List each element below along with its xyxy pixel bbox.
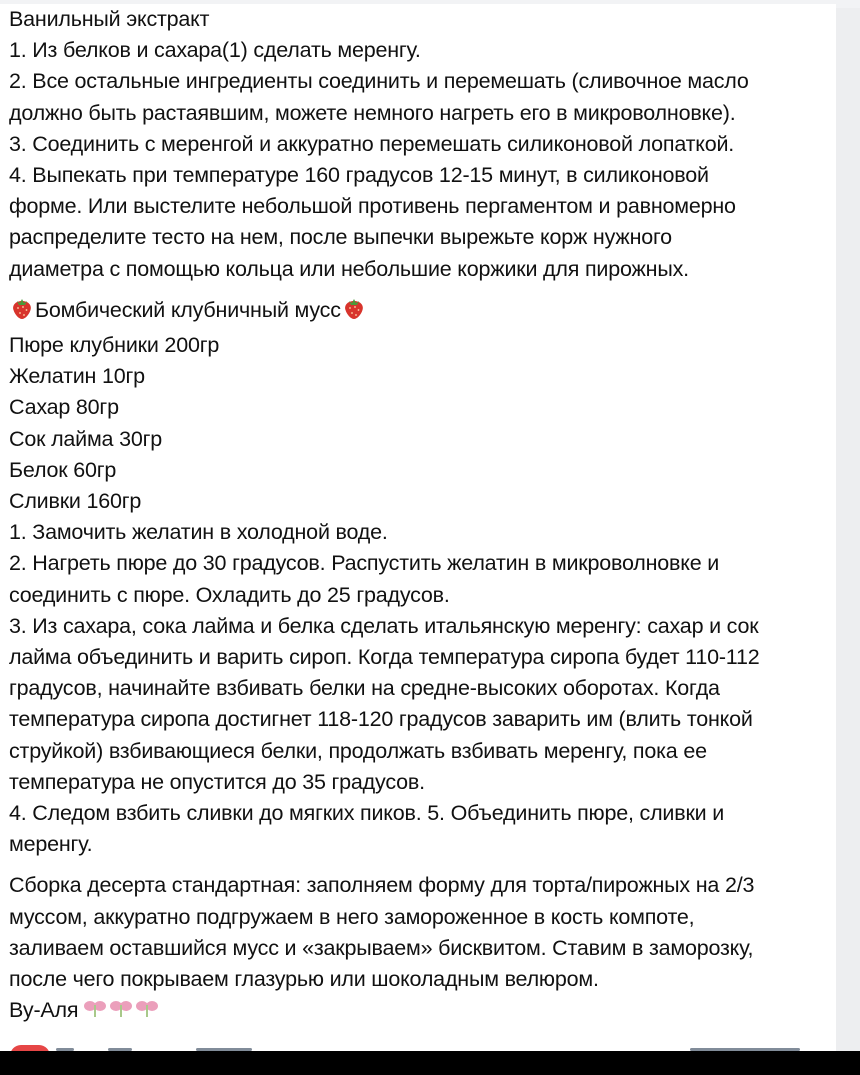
intro-line: 1. Из белков и сахара(1) сделать меренгу.	[9, 38, 421, 63]
recipe-intro	[9, 4, 829, 285]
signature-line	[9, 995, 829, 1030]
mousse-line: Сливки 160гр	[9, 489, 142, 514]
mousse-line: Желатин 10гр	[9, 364, 145, 389]
post-footer	[0, 1040, 836, 1051]
mousse-line: Белок 60гр	[9, 457, 117, 482]
strawberry-icon	[9, 295, 35, 330]
mousse-line: Сахар 80гр	[9, 395, 119, 420]
mousse-line: 1. Замочить желатин в холодной воде.	[9, 520, 388, 545]
strawberry-icon	[341, 295, 367, 330]
post-card	[0, 4, 836, 1051]
mousse-line: температура сиропа достигнет 118-120 градусов заварить им (влить тонкой	[9, 707, 753, 732]
mousse-line: градусов, начинайте взбивать белки на средне-высоких оборотах. Когда	[9, 676, 720, 701]
assembly-line: Сборка десерта стандартная: заполняем форму для торта/пирожных на 2/3	[9, 873, 755, 898]
page-gutter	[836, 8, 860, 1051]
mousse-line: соединить с пюре. Охладить до 25 градусов.	[9, 582, 450, 607]
mousse-line: Пюре клубники 200гр	[9, 333, 220, 358]
intro-line: диаметра с помощью кольца или небольшие коржики для пирожных.	[9, 256, 689, 281]
signature-text: Ву-Аля	[9, 998, 79, 1023]
mousse-line: 4. Следом взбить сливки до мягких пиков. 5. Объединить пюре, сливки и	[9, 801, 725, 826]
mousse-line: 3. Из сахара, сока лайма и белка сделать итальянскую меренгу: сахар и сок	[9, 613, 759, 638]
recipe-mousse	[9, 330, 829, 860]
post-text	[9, 4, 829, 1031]
screen-bottom-bar	[0, 1051, 860, 1075]
assembly-line: после чего покрываем глазурью или шоколадным велюром.	[9, 967, 599, 992]
fairy-icon	[82, 997, 162, 1030]
intro-line: должно быть растаявшим, можете немного нагреть его в микроволновке).	[9, 100, 736, 125]
mousse-line: температура не опустится до 35 градусов.	[9, 769, 425, 794]
recipe-assembly	[9, 870, 829, 995]
mousse-line: меренгу.	[9, 832, 93, 857]
assembly-line: заливаем оставшийся мусс и «закрываем» бисквитом. Ставим в заморозку,	[9, 935, 754, 960]
intro-line: 4. Выпекать при температуре 160 градусов 12-15 минут, в силиконовой	[9, 163, 709, 188]
mousse-title	[9, 295, 829, 330]
intro-line: Ванильный экстракт	[9, 7, 210, 31]
mousse-line: лайма объединить и варить сироп. Когда температура сиропа будет 110-112	[9, 645, 760, 670]
intro-line: 2. Все остальные ингредиенты соединить и перемешать (сливочное масло	[9, 69, 749, 94]
mousse-title-text: Бомбический клубничный мусс	[35, 297, 341, 322]
mousse-line: струйкой) взбивающиеся белки, продолжать взбивать меренгу, пока ее	[9, 738, 707, 763]
intro-line: форме. Или выстелите небольшой противень пергаментом и равномерно	[9, 194, 736, 219]
mousse-line: 2. Нагреть пюре до 30 градусов. Распустить желатин в микроволновке и	[9, 551, 720, 576]
intro-line: 3. Соединить с меренгой и аккуратно перемешать силиконовой лопаткой.	[9, 131, 735, 156]
mousse-line: Сок лайма 30гр	[9, 426, 163, 451]
intro-line: распределите тесто на нем, после выпечки вырежьте корж нужного	[9, 225, 672, 250]
assembly-line: муссом, аккуратно подгружаем в него замороженное в кость компоте,	[9, 904, 695, 929]
